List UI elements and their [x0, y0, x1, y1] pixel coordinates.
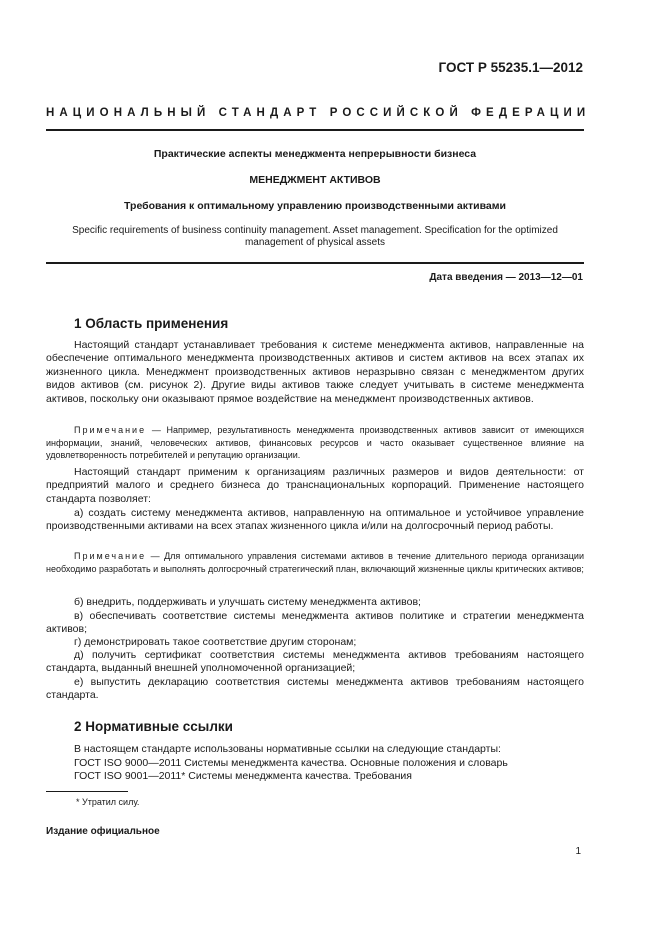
- reference-iso-9000: ГОСТ ISO 9000—2011 Системы менеджмента качества. Основные положения и словарь: [74, 757, 508, 769]
- title-line-2: МЕНЕДЖМЕНТ АКТИВОВ: [249, 174, 381, 186]
- list-item-d: д) получить сертификат соответствия системы менеджмента активов требованиям настоящего стандарта, выданный внешней уполномоченной организацией;: [46, 649, 584, 675]
- national-standard-banner: НАЦИОНАЛЬНЫЙ СТАНДАРТ РОССИЙСКОЙ ФЕДЕРАЦИИ: [46, 107, 591, 119]
- note-2: [46, 550, 584, 575]
- scope-paragraph-1: Настоящий стандарт устанавливает требования к системе менеджмента активов, направленные на обеспечение оптимального менеджмента производственных активов и систем активов на всех этапах их жизненного цикла. Менеджмент производственных активов неразрывно связан с менеджментом других видов активов (см. рисунок 2). Другие виды активов также следует учитывать в системе менеджмента активов, поскольку они оказывают прямое воздействие на менеджмент производственных активов.: [46, 339, 584, 405]
- reference-iso-9001: ГОСТ ISO 9001—2011* Системы менеджмента качества. Требования: [74, 770, 412, 782]
- page-number: 1: [575, 846, 581, 857]
- english-title: Specific requirements of business continuity management. Asset management. Specification for the optimized management of physical assets: [72, 225, 558, 248]
- note-1: [46, 424, 584, 462]
- title-line-3: Требования к оптимальному управлению производственными активами: [124, 200, 506, 212]
- note-1-text: — Например, результативность менеджмента производственных активов зависит от имеющихся информации, знаний, человеческих активов, финансовых ресурсов и часто оказывает существенное влияние на удовлетворенность потребителей и репутацию организации.: [46, 425, 584, 461]
- header-rule: [46, 129, 584, 131]
- list-item-g: г) демонстрировать такое соответствие другим сторонам;: [74, 636, 357, 648]
- footnote-rule: [46, 791, 128, 792]
- footnote: * Утратил силу.: [76, 797, 140, 807]
- document-code: ГОСТ Р 55235.1—2012: [438, 60, 583, 75]
- note-1-label: Примечание: [74, 425, 147, 435]
- section-2-heading: 2 Нормативные ссылки: [74, 719, 233, 734]
- list-item-e: е) выпустить декларацию соответствия системы менеджмента активов требованиям настоящего стандарта.: [46, 676, 584, 702]
- note-2-label: Примечание: [74, 551, 147, 561]
- scope-paragraph-2: Настоящий стандарт применим к организациям различных размеров и видов деятельности: от предприятий малого и среднего бизнеса до транснациональных корпораций. Применение настоящего стандарта позволяет:: [46, 466, 584, 505]
- title-line-1: Практические аспекты менеджмента непрерывности бизнеса: [153, 148, 477, 160]
- list-item-a: а) создать систему менеджмента активов, направленную на оптимальное и устойчивое управление производственными активами на всех этапах жизненного цикла и/или на долгосрочный период работы.: [46, 507, 584, 533]
- title-rule: [46, 262, 584, 264]
- section-1-heading: 1 Область применения: [74, 316, 229, 331]
- introduction-date: Дата введения — 2013—12—01: [429, 272, 583, 283]
- note-2-text: — Для оптимального управления системами активов в течение длительного периода организации необходимо разработать и выполнять долгосрочный стратегический план, включающий жизненные циклы критических активов;: [46, 551, 584, 574]
- references-intro: В настоящем стандарте использованы нормативные ссылки на следующие стандарты:: [74, 743, 501, 755]
- official-edition-label: Издание официальное: [46, 826, 160, 837]
- list-item-b: б) внедрить, поддерживать и улучшать систему менеджмента активов;: [74, 596, 421, 608]
- list-item-v: в) обеспечивать соответствие системы менеджмента активов политике и стратегии менеджмента активов;: [46, 610, 584, 636]
